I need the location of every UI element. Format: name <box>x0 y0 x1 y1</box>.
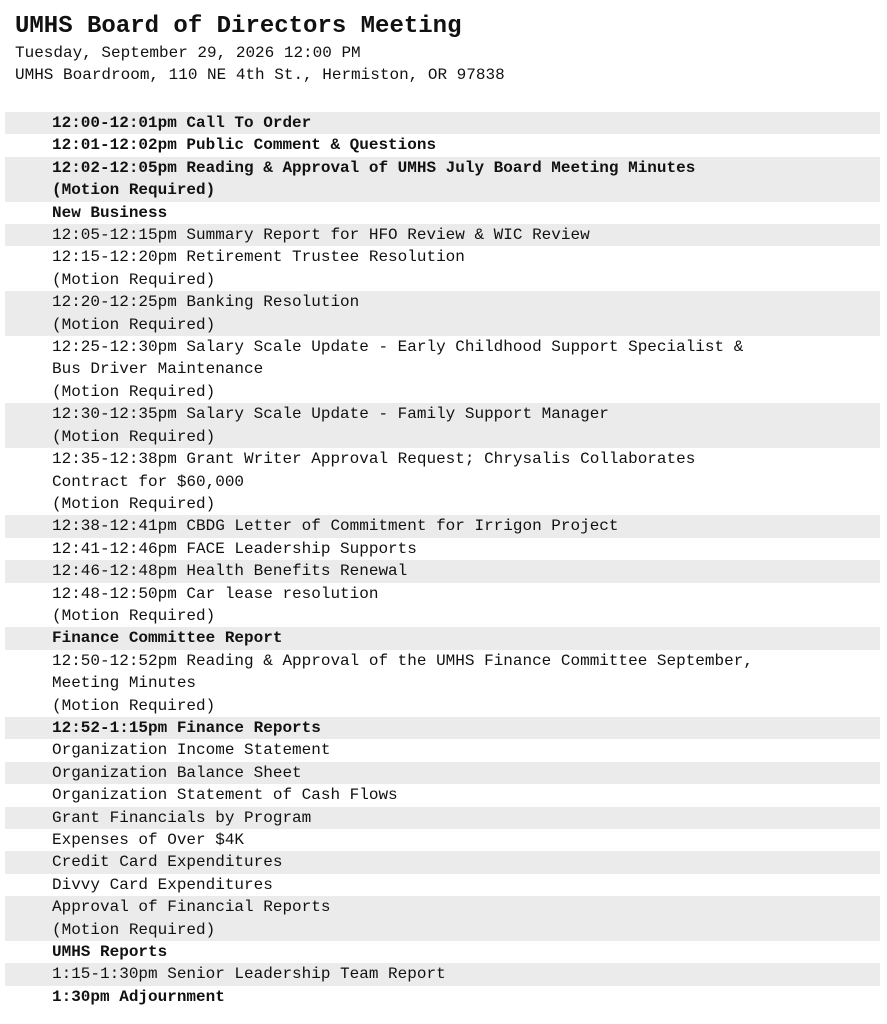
agenda-item-text: Expenses of Over $4K <box>52 831 245 849</box>
motion-required-note: (Motion Required) <box>52 181 216 200</box>
motion-required-note: (Motion Required) <box>52 427 216 446</box>
agenda-item <box>5 963 880 985</box>
motion-required-note: (Motion Required) <box>52 382 216 401</box>
motion-required-note: (Motion Required) <box>52 920 216 939</box>
agenda-item-text: 12:52-1:15pm Finance Reports <box>52 718 321 737</box>
motion-required-note: (Motion Required) <box>52 696 216 715</box>
motion-required-note: (Motion Required) <box>52 315 216 334</box>
agenda-item <box>5 336 880 403</box>
agenda-item-text: 12:15-12:20pm Retirement Trustee Resolution <box>52 248 465 267</box>
motion-required-note: (Motion Required) <box>52 270 216 289</box>
meeting-datetime: Tuesday, September 29, 2026 12:00 PM <box>15 44 361 62</box>
document-header <box>15 12 505 86</box>
agenda-item-text: Approval of Financial Reports <box>52 898 331 917</box>
agenda-item <box>5 134 880 156</box>
agenda-item-text: Credit Card Expenditures <box>52 853 283 872</box>
agenda-item-text: UMHS Reports <box>52 943 168 962</box>
motion-required-note: (Motion Required) <box>52 494 216 513</box>
agenda-item-text: 12:05-12:15pm Summary Report for HFO Review & WIC Review <box>52 226 590 245</box>
agenda-item <box>5 762 880 784</box>
agenda-item <box>5 717 880 739</box>
agenda-item <box>5 896 880 941</box>
agenda-item-text: Bus Driver Maintenance <box>52 360 264 379</box>
agenda-item <box>5 538 880 560</box>
agenda-item <box>5 157 880 202</box>
agenda-item <box>5 851 880 873</box>
agenda-item-text: 12:41-12:46pm FACE Leadership Supports <box>52 539 417 558</box>
agenda-item <box>5 583 880 628</box>
agenda-item <box>5 246 880 291</box>
agenda-item-text: New Business <box>52 203 168 222</box>
agenda-item <box>5 202 880 224</box>
agenda-item <box>5 403 880 448</box>
agenda-item-text: 12:02-12:05pm Reading & Approval of UMHS July Board Meeting Minutes <box>52 158 696 177</box>
agenda-item <box>5 739 880 761</box>
agenda-item-text: Organization Statement of Cash Flows <box>52 786 398 805</box>
agenda-item-text: 12:20-12:25pm Banking Resolution <box>52 293 360 312</box>
agenda-item-text: 12:50-12:52pm Reading & Approval of the UMHS Finance Committee September, <box>52 651 753 670</box>
agenda-item-text: 12:25-12:30pm Salary Scale Update - Early Childhood Support Specialist & <box>52 338 744 357</box>
agenda-item <box>5 941 880 963</box>
agenda-item-text: Organization Balance Sheet <box>52 763 302 782</box>
agenda-item <box>5 650 880 717</box>
agenda-item-text: Meeting Minutes <box>52 674 197 693</box>
agenda-item <box>5 986 880 1008</box>
agenda-item-text: 1:30pm Adjournment <box>52 987 225 1006</box>
motion-required-note: (Motion Required) <box>52 606 216 625</box>
agenda-item <box>5 112 880 134</box>
agenda-item-text: 12:46-12:48pm Health Benefits Renewal <box>52 562 408 581</box>
meeting-location: UMHS Boardroom, 110 NE 4th St., Hermiston, OR 97838 <box>15 66 505 84</box>
agenda-item <box>5 224 880 246</box>
agenda-item-text: 12:30-12:35pm Salary Scale Update - Family Support Manager <box>52 405 609 424</box>
agenda-item <box>5 627 880 649</box>
agenda-item <box>5 448 880 515</box>
agenda-item-text: 1:15-1:30pm Senior Leadership Team Report <box>52 965 446 984</box>
agenda-item <box>5 807 880 829</box>
agenda-item <box>5 291 880 336</box>
agenda-item-text: 12:48-12:50pm Car lease resolution <box>52 584 379 603</box>
agenda-item-text: Finance Committee Report <box>52 629 283 648</box>
agenda-item-text: Organization Income Statement <box>52 741 331 760</box>
agenda-item-text: 12:00-12:01pm Call To Order <box>52 114 312 132</box>
agenda-item-text: 12:38-12:41pm CBDG Letter of Commitment for Irrigon Project <box>52 517 619 536</box>
agenda-item <box>5 515 880 537</box>
meeting-title: UMHS Board of Directors Meeting <box>15 13 462 40</box>
agenda-item-text: Grant Financials by Program <box>52 808 312 827</box>
agenda-item-text: Divvy Card Expenditures <box>52 875 273 894</box>
agenda-list <box>5 112 880 1008</box>
agenda-item-text: 12:35-12:38pm Grant Writer Approval Request; Chrysalis Collaborates <box>52 450 696 469</box>
agenda-item-text: 12:01-12:02pm Public Comment & Questions <box>52 136 437 155</box>
agenda-item <box>5 784 880 806</box>
agenda-item <box>5 874 880 896</box>
agenda-item <box>5 829 880 851</box>
agenda-item-text: Contract for $60,000 <box>52 472 245 491</box>
agenda-item <box>5 560 880 582</box>
